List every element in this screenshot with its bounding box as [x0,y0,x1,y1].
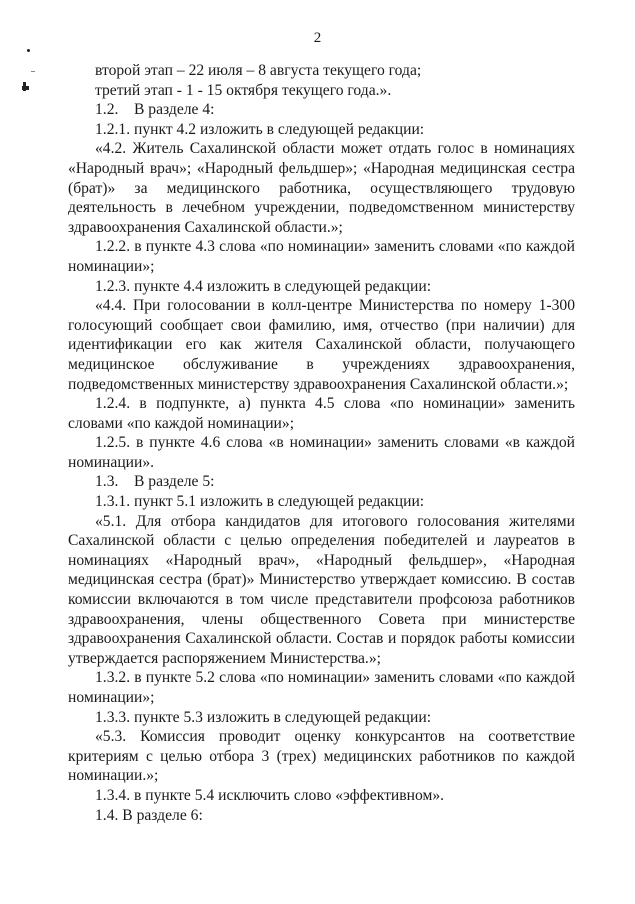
quoted-paragraph: «5.3. Комиссия проводит оценку конкурсантов на соответствие критериям с целью отбора 3 (трех) медицинских работников по каждой номинации.»; [68,728,575,785]
section-heading: 1.4. В разделе 6: [95,806,203,824]
section-heading: 1.3. В разделе 5: [95,473,215,491]
page-number: 2 [313,30,322,46]
quoted-paragraph: «5.1. Для отбора кандидатов для итогового голосования жителями Сахалинской области с целью определения победителей и лауреатов в номинациях «Народный врач», «Народный фельдшер», «Народная медицинская сестра (брат)» Министерство утверждает комиссию. В состав комиссии включаются в том числе представители профсоюза работников здравоохранения, члены общественного Совета при министерстве здравоохранения Сахалинской области. Состав и порядок работы комиссии утверждается распоряжением Министерства.»; [68,512,575,667]
binding-hole-mark [23,82,26,91]
paragraph: 1.3.4. в пункте 5.4 исключить слово «эффективном». [95,786,445,804]
paragraph: 1.3.1. пункт 5.1 изложить в следующей редакции: [95,493,425,511]
paragraph: 1.2.3. пункте 4.4 изложить в следующей редакции: [95,277,432,295]
paragraph: 1.2.4. в подпункте, а) пункта 4.5 слова «по номинации» заменить словами «по каждой номинации»; [68,395,575,432]
scan-speck [27,49,30,52]
paragraph: второй этап – 22 июля – 8 августа текущего года; [95,62,422,79]
paragraph: 1.3.2. в пункте 5.2 слова «по номинации» заменить словами «по каждой номинации»; [68,669,575,706]
paragraph: 1.3.3. пункте 5.3 изложить в следующей редакции: [95,708,432,726]
section-heading: 1.2. В разделе 4: [95,101,215,119]
document-body [68,61,575,825]
paragraph: 1.2.1. пункт 4.2 изложить в следующей редакции: [95,120,425,138]
paragraph: 1.2.2. в пункте 4.3 слова «по номинации» заменить словами «по каждой номинации»; [68,238,575,275]
quoted-paragraph: «4.2. Житель Сахалинской области может отдать голос в номинациях «Народный врач»; «Народный фельдшер»; «Народная медицинская сестра (брат)» за медицинского работника, осуществляющего трудовую деятельность в лечебном учреждении, подведомственном министерству здравоохранения Сахалинской области.»; [68,140,575,236]
paragraph: 1.2.5. в пункте 4.6 слова «в номинации» заменить словами «в каждой номинации». [68,434,575,471]
scan-speck [31,71,35,72]
paragraph: третий этап - 1 - 15 октября текущего года.». [95,81,392,99]
quoted-paragraph: «4.4. При голосовании в колл-центре Министерства по номеру 1-300 голосующий сообщает свои фамилию, имя, отчество (при наличии) для идентификации его как жителя Сахалинской области, получающего медицинское обслуживание в учреждениях здравоохранения, подведомственных министерству здравоохранения Сахалинской области.»; [68,297,575,393]
